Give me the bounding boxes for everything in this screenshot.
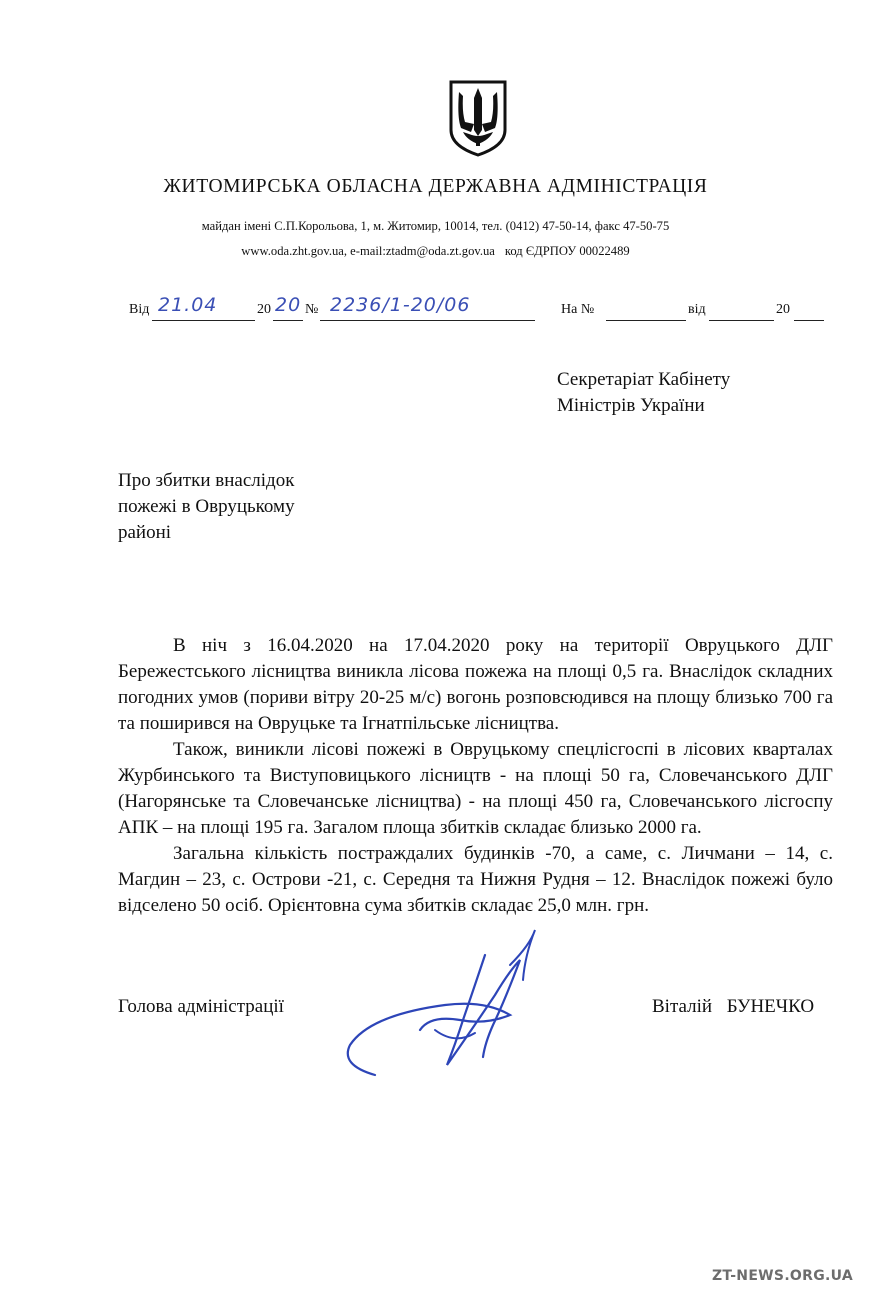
- handwritten-signature: [335, 925, 585, 1095]
- addressee-line: Секретаріат Кабінету: [557, 369, 731, 390]
- year-line: [273, 320, 303, 321]
- number-line: [320, 320, 535, 321]
- reply-date-line: [709, 320, 774, 321]
- reply-year-line: [794, 320, 824, 321]
- signer-name: Віталій БУНЕЧКО: [652, 996, 815, 1017]
- reply-year-prefix: 20: [776, 302, 790, 317]
- subject-line: Про збитки внаслідок: [118, 470, 295, 491]
- number-label: №: [305, 302, 319, 317]
- reply-from-label: від: [688, 302, 706, 317]
- organization-contacts: майдан імені С.П.Корольова, 1, м. Житомир, 10014, тел. (0412) 47-50-14, факс 47-50-75: [201, 219, 670, 233]
- addressee-line: Міністрів України: [557, 395, 705, 416]
- organization-code: код ЄДРПОУ 00022489: [504, 244, 630, 258]
- addressee: [557, 367, 730, 419]
- coat-of-arms-icon: [447, 78, 509, 158]
- subject-line: пожежі в Овруцькому: [118, 496, 295, 517]
- reply-number-label: На №: [561, 302, 595, 317]
- handwritten-date: 21.04: [158, 294, 218, 316]
- letter-body: [118, 633, 833, 919]
- body-paragraph: В ніч з 16.04.2020 на 17.04.2020 року на території Овруцького ДЛГ Бережестського лісництва виникла лісова пожежа на площі 0,5 га. Внаслідок складних погодних умов (пориви вітру 20-25 м/с) вогонь розповсюдився на площу близько 700 га та поширився на Овруцьке та Ігнатпільське лісництва.: [118, 635, 833, 734]
- handwritten-number: 2236/1-20/06: [330, 294, 471, 316]
- reply-number-line: [606, 320, 686, 321]
- organization-website: www.oda.zht.gov.ua, e-mail:ztadm@oda.zt.gov.ua: [241, 244, 495, 258]
- date-line: [152, 320, 255, 321]
- subject: [118, 468, 295, 546]
- handwritten-year: 20: [275, 294, 302, 316]
- year-prefix: 20: [257, 302, 271, 317]
- body-paragraph: Загальна кількість постраждалих будинків -70, а саме, с. Личмани – 14, с. Магдин – 23, с. Острови -21, с. Середня та Нижня Рудня – 12. Внаслідок пожежі було відселено 50 осіб. Орієнтовна сума збитків складає 25,0 млн. грн.: [118, 843, 833, 916]
- organization-name: ЖИТОМИРСЬКА ОБЛАСНА ДЕРЖАВНА АДМІНІСТРАЦІЯ: [163, 176, 708, 197]
- subject-line: районі: [118, 522, 172, 543]
- organization-web: [0, 244, 871, 259]
- from-label: Від: [129, 302, 150, 317]
- signer-title: Голова адміністрації: [118, 996, 284, 1017]
- body-paragraph: Також, виникли лісові пожежі в Овруцькому спецлісгоспі в лісових кварталах Журбинського та Виступовицького лісництв - на площі 50 га, Словечанського ДЛГ (Нагорянське та Словечанське лісництва) - на площі 450 га, Словечанського лісгоспу АПК – на площі 195 га. Загалом площа збитків складає близько 2000 га.: [118, 739, 833, 838]
- watermark: ZT-NEWS.ORG.UA: [711, 1268, 853, 1284]
